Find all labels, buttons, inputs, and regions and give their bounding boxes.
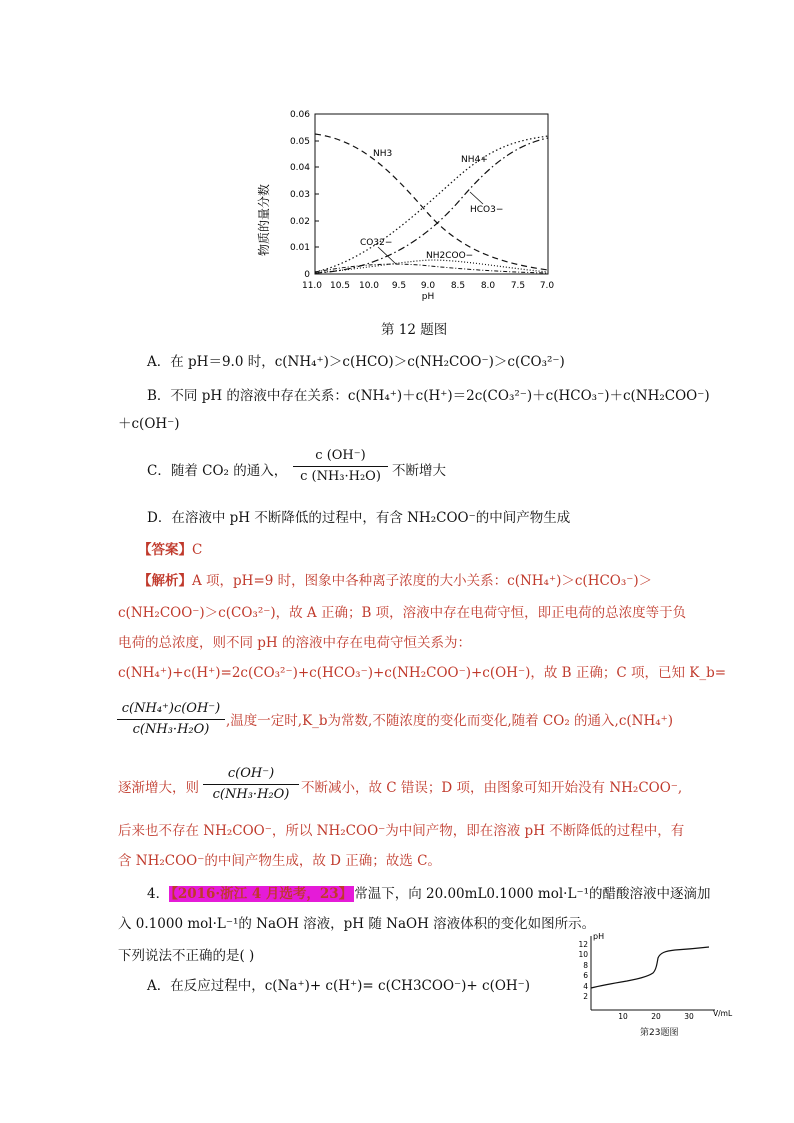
- fig12-curve-nh3: [315, 134, 548, 270]
- fig12-label-co3: CO32−: [360, 238, 393, 248]
- fig12-ytick: 0: [304, 270, 310, 280]
- fig12-xtick: 7.5: [510, 281, 526, 291]
- fig23-ytick: 4: [583, 982, 588, 991]
- answer-tag: 【答案】: [138, 542, 192, 558]
- fig23-ytick: 12: [578, 940, 588, 949]
- q4-number: 4．: [147, 886, 170, 902]
- fig23-ytick: 6: [583, 971, 588, 980]
- fig12-y-label: 物质的量分数: [257, 183, 271, 257]
- fig12-xtick: 9.0: [420, 281, 436, 291]
- analysis-line-6-suffix: 不断减小，故 C 错误；D 项，由图象可知开始没有 NH₂COO⁻,: [301, 780, 683, 796]
- fig23-ytick: 8: [583, 961, 588, 970]
- analysis-frac2-den: c(NH₃·H₂O): [212, 787, 290, 802]
- fig23-y-label: pH: [593, 932, 605, 941]
- analysis-tag: 【解析】: [138, 573, 192, 589]
- analysis-line-8: 含 NH₂COO⁻的中间产物生成，故 D 正确；故选 C。: [118, 853, 441, 869]
- analysis-line-3: 电荷的总浓度，则不同 pH 的溶液中存在电荷守恒关系为：: [118, 635, 471, 651]
- fig12-ytick: 0.02: [289, 217, 310, 227]
- fig12-xtick: 10.5: [329, 281, 351, 291]
- analysis-text-1: A 项，pH=9 时，图象中各种离子浓度的大小关系：c(NH₄⁺)＞c(HCO₃⁻)＞: [192, 573, 653, 589]
- analysis-line-6-prefix: 逐渐增大，则: [118, 780, 199, 796]
- fig23-ytick: 2: [583, 992, 588, 1001]
- analysis-fraction-1: [117, 700, 225, 739]
- fig12-ytick: 0.06: [289, 110, 310, 120]
- fig12-xtick: 11.0: [301, 281, 323, 291]
- fig12-xtick: 10.0: [358, 281, 380, 291]
- analysis-line-2: c(NH₂COO⁻)＞c(CO₃²⁻)，故 A 正确；B 项，溶液中存在电荷守恒，即正电荷的总浓度等于负: [118, 605, 687, 621]
- fig23-titration-curve: [591, 947, 709, 988]
- fig12-ytick: 0.05: [289, 137, 310, 147]
- fig12-caption: 第 12 题图: [381, 322, 448, 338]
- fig23-caption: 第23题图: [640, 1028, 679, 1038]
- fig23-xtick: 10: [618, 1012, 628, 1021]
- fig12-label-nh2coo: NH2COO−: [426, 251, 474, 261]
- option-b-line1: B．不同 pH 的溶液中存在关系：c(NH₄⁺)＋c(H⁺)＝2c(CO₃²⁻)＋c(HCO₃⁻)＋c(NH₂COO⁻): [147, 388, 710, 404]
- q4-line-3: 下列说法不正确的是( ): [118, 948, 255, 964]
- analysis-frac1-den: c(NH₃·H₂O): [132, 722, 210, 737]
- fig12-ytick: 0.03: [289, 190, 310, 200]
- fig12-label-hco3: HCO3−: [470, 205, 504, 215]
- option-c-fraction: [293, 447, 388, 486]
- q4-option-a: A．在反应过程中，c(Na⁺)+ c(H⁺)= c(CH3COO⁻)+ c(OH⁻): [147, 978, 531, 994]
- fig12-x-label: pH: [421, 292, 435, 302]
- q4-text-1: 常温下，向 20.00mL0.1000 mol·L⁻¹的醋酸溶液中逐滴加: [354, 886, 711, 902]
- analysis-line-7: 后来也不存在 NH₂COO⁻，所以 NH₂COO⁻为中间产物，即在溶液 pH 不断降低的过程中，有: [118, 823, 685, 839]
- figure-12-chart: [250, 100, 560, 315]
- fig23-ytick: 10: [578, 950, 588, 959]
- analysis-line-4: c(NH₄⁺)+c(H⁺)=2c(CO₃²⁻)+c(HCO₃⁻)+c(NH₂COO⁻)+c(OH⁻)，故 B 正确；C 项，已知 K_b=: [118, 665, 727, 681]
- option-c-numerator: c (OH⁻): [315, 448, 366, 463]
- option-b-line2: ＋c(OH⁻): [118, 416, 180, 432]
- fig12-label-nh3: NH3: [373, 149, 393, 159]
- analysis-frac2-num: c(OH⁻): [227, 766, 275, 781]
- fig12-ytick: 0.01: [289, 243, 310, 253]
- option-d: D．在溶液中 pH 不断降低的过程中，有含 NH₂COO⁻的中间产物生成: [147, 510, 571, 526]
- option-c-prefix: C．随着 CO₂ 的通入，: [147, 463, 288, 479]
- q4-source-badge: 【2016·浙江 4 月选考，23】: [171, 886, 353, 902]
- analysis-frac1-num: c(NH₄⁺)c(OH⁻): [121, 701, 221, 716]
- answer: [138, 540, 202, 560]
- analysis-line-5: ,温度一定时,K_b为常数,不随浓度的变化而变化,随着 CO₂ 的通入,c(NH₄⁺): [226, 713, 674, 729]
- fig12-xtick: 8.0: [480, 281, 496, 291]
- fig23-xtick: 20: [651, 1012, 661, 1021]
- fig23-x-label: V/mL: [713, 1009, 733, 1018]
- fig23-xtick: 30: [684, 1012, 694, 1021]
- analysis-fraction-2: [203, 765, 299, 804]
- fig12-xtick: 7.0: [539, 281, 555, 291]
- fig12-xtick: 9.5: [391, 281, 407, 291]
- answer-value: C: [192, 542, 203, 558]
- analysis-line-1: [138, 571, 652, 591]
- option-a: A．在 pH＝9.0 时，c(NH₄⁺)＞c(HCO)＞c(NH₂COO⁻)＞c(CO₃²⁻): [147, 354, 565, 370]
- fig12-label-nh4: NH4+: [461, 155, 488, 165]
- q4-line-1: [147, 884, 710, 904]
- fig12-xtick: 8.5: [450, 281, 466, 291]
- q4-line-2: 入 0.1000 mol·L⁻¹的 NaOH 溶液，pH 随 NaOH 溶液体积的变化如图所示。: [118, 916, 596, 932]
- fig12-ytick: 0.04: [289, 163, 310, 173]
- figure-23-chart: [575, 930, 740, 1025]
- option-c-denominator: c (NH₃·H₂O): [300, 469, 381, 484]
- option-c-suffix: 不断增大: [392, 463, 446, 479]
